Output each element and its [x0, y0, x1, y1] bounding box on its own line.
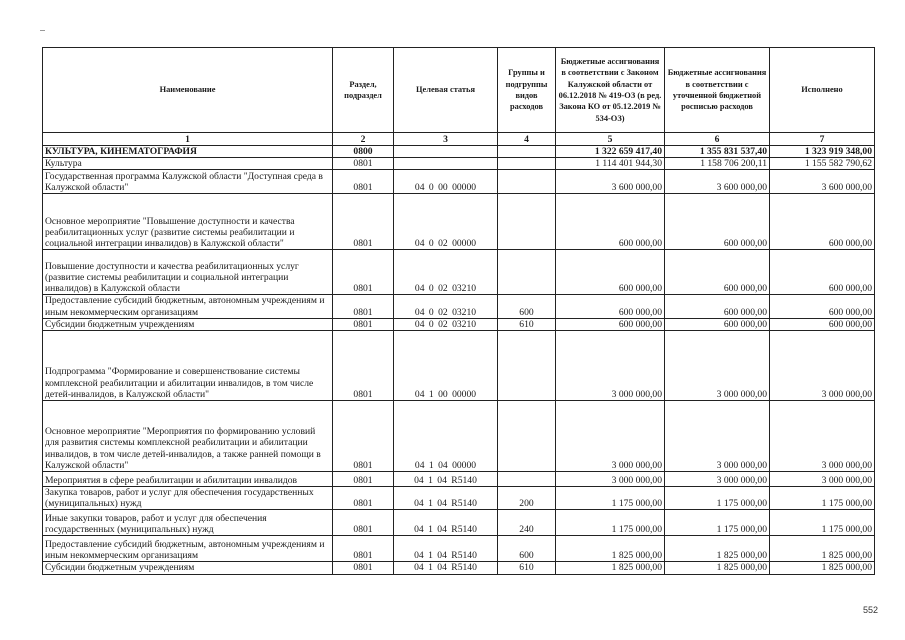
- row-name: Подпрограмма "Формирование и совершенствование системы комплексной реабилитации и абилитации инвалидов, в том числе детей-инвалидов, в Калужской области": [43, 331, 333, 401]
- row-group: [498, 331, 556, 401]
- row-name: Мероприятия в сфере реабилитации и абилитации инвалидов: [43, 472, 333, 487]
- row-group: 200: [498, 487, 556, 510]
- row-name: Повышение доступности и качества реабилитационных услуг (развитие системы реабилитации и социальной интеграции инвалидов) в Калужской области: [43, 250, 333, 295]
- row-revised-allocation: 1 355 831 537,40: [665, 146, 770, 158]
- column-number-row: [43, 133, 875, 146]
- row-section: 0801: [333, 331, 394, 401]
- row-revised-allocation: 1 158 706 200,11: [665, 158, 770, 170]
- row-section: 0801: [333, 170, 394, 194]
- row-name: Субсидии бюджетным учреждениям: [43, 318, 333, 330]
- row-article: 04 0 02 00000: [394, 194, 498, 250]
- row-law-allocation: 600 000,00: [556, 318, 665, 330]
- column-number: 2: [333, 133, 394, 146]
- row-section: 0801: [333, 487, 394, 510]
- row-revised-allocation: 1 825 000,00: [665, 536, 770, 562]
- row-article: 04 1 04 R5140: [394, 472, 498, 487]
- row-executed: 3 600 000,00: [770, 170, 875, 194]
- row-article: 04 0 00 00000: [394, 170, 498, 194]
- row-section: 0801: [333, 318, 394, 330]
- row-section: 0801: [333, 250, 394, 295]
- row-section: 0801: [333, 472, 394, 487]
- row-executed: 1 825 000,00: [770, 562, 875, 574]
- column-number: 5: [556, 133, 665, 146]
- row-section: 0801: [333, 401, 394, 472]
- column-number: 1: [43, 133, 333, 146]
- row-section: 0801: [333, 295, 394, 318]
- table-header-row: [43, 48, 875, 133]
- table-row: [43, 562, 875, 574]
- row-name: Закупка товаров, работ и услуг для обеспечения государственных (муниципальных) нужд: [43, 487, 333, 510]
- row-revised-allocation: 1 825 000,00: [665, 562, 770, 574]
- row-executed: 1 175 000,00: [770, 487, 875, 510]
- row-name: Предоставление субсидий бюджетным, автономным учреждениям и иным некоммерческим организациям: [43, 536, 333, 562]
- table-row: [43, 536, 875, 562]
- table-row: [43, 401, 875, 472]
- page-number: 552: [863, 605, 879, 615]
- row-revised-allocation: 600 000,00: [665, 250, 770, 295]
- table-row: [43, 318, 875, 330]
- row-executed: 1 155 582 790,62: [770, 158, 875, 170]
- row-name: Предоставление субсидий бюджетным, автономным учреждениям и иным некоммерческим организациям: [43, 295, 333, 318]
- row-group: 610: [498, 318, 556, 330]
- column-number: 4: [498, 133, 556, 146]
- row-executed: 3 000 000,00: [770, 472, 875, 487]
- row-article: 04 1 04 R5140: [394, 510, 498, 536]
- row-article: 04 1 04 00000: [394, 401, 498, 472]
- row-executed: 600 000,00: [770, 295, 875, 318]
- scan-mark: [40, 30, 45, 31]
- row-executed: 1 825 000,00: [770, 536, 875, 562]
- row-revised-allocation: 3 600 000,00: [665, 170, 770, 194]
- header-executed: Исполнено: [770, 48, 875, 133]
- row-group: [498, 170, 556, 194]
- row-law-allocation: 1 825 000,00: [556, 562, 665, 574]
- row-name: Иные закупки товаров, работ и услуг для обеспечения государственных (муниципальных) нужд: [43, 510, 333, 536]
- table-row: [43, 472, 875, 487]
- table-row: [43, 250, 875, 295]
- header-revised-allocations: Бюджетные ассигнования в соответствии с уточненной бюджетной росписью расходов: [665, 48, 770, 133]
- row-section: 0801: [333, 536, 394, 562]
- row-name: Субсидии бюджетным учреждениям: [43, 562, 333, 574]
- row-section: 0801: [333, 158, 394, 170]
- row-revised-allocation: 600 000,00: [665, 318, 770, 330]
- row-revised-allocation: 1 175 000,00: [665, 487, 770, 510]
- row-executed: 1 323 919 348,00: [770, 146, 875, 158]
- row-section: 0800: [333, 146, 394, 158]
- row-law-allocation: 600 000,00: [556, 295, 665, 318]
- row-revised-allocation: 3 000 000,00: [665, 401, 770, 472]
- row-article: [394, 146, 498, 158]
- row-law-allocation: 1 322 659 417,40: [556, 146, 665, 158]
- row-revised-allocation: 3 000 000,00: [665, 331, 770, 401]
- row-revised-allocation: 600 000,00: [665, 295, 770, 318]
- row-name: КУЛЬТУРА, КИНЕМАТОГРАФИЯ: [43, 146, 333, 158]
- row-group: [498, 146, 556, 158]
- budget-table: [42, 47, 875, 575]
- row-article: 04 0 02 03210: [394, 295, 498, 318]
- row-group: [498, 250, 556, 295]
- row-group: 610: [498, 562, 556, 574]
- table-row: [43, 194, 875, 250]
- row-law-allocation: 3 600 000,00: [556, 170, 665, 194]
- row-revised-allocation: 1 175 000,00: [665, 510, 770, 536]
- row-law-allocation: 600 000,00: [556, 250, 665, 295]
- row-article: 04 0 02 03210: [394, 318, 498, 330]
- row-article: 04 1 04 R5140: [394, 536, 498, 562]
- table-row: [43, 146, 875, 158]
- table-row: [43, 295, 875, 318]
- table-row: [43, 510, 875, 536]
- header-section: Раздел, подраздел: [333, 48, 394, 133]
- table-row: [43, 158, 875, 170]
- row-group: [498, 401, 556, 472]
- header-groups: Группы и подгруппы видов расходов: [498, 48, 556, 133]
- row-executed: 3 000 000,00: [770, 331, 875, 401]
- row-article: 04 0 02 03210: [394, 250, 498, 295]
- header-article: Целевая статья: [394, 48, 498, 133]
- row-law-allocation: 1 825 000,00: [556, 536, 665, 562]
- row-section: 0801: [333, 510, 394, 536]
- row-group: [498, 194, 556, 250]
- row-article: [394, 158, 498, 170]
- row-group: 240: [498, 510, 556, 536]
- row-group: 600: [498, 536, 556, 562]
- row-name: Основное мероприятие "Повышение доступности и качества реабилитационных услуг (развитие системы реабилитации и социальной интеграции инвалидов) в Калужской области": [43, 194, 333, 250]
- header-law-allocations: Бюджетные ассигнования в соответствии с Законом Калужской области от 06.12.2018 № 419-ОЗ (в ред. Закона КО от 05.12.2019 № 534-ОЗ): [556, 48, 665, 133]
- row-executed: 600 000,00: [770, 194, 875, 250]
- row-law-allocation: 3 000 000,00: [556, 401, 665, 472]
- column-number: 3: [394, 133, 498, 146]
- row-name: Культура: [43, 158, 333, 170]
- row-executed: 600 000,00: [770, 250, 875, 295]
- row-article: 04 1 04 R5140: [394, 487, 498, 510]
- table-row: [43, 487, 875, 510]
- row-law-allocation: 3 000 000,00: [556, 472, 665, 487]
- row-executed: 600 000,00: [770, 318, 875, 330]
- row-law-allocation: 600 000,00: [556, 194, 665, 250]
- table-row: [43, 331, 875, 401]
- row-law-allocation: 1 175 000,00: [556, 487, 665, 510]
- row-name: Государственная программа Калужской области "Доступная среда в Калужской области": [43, 170, 333, 194]
- row-article: 04 1 04 R5140: [394, 562, 498, 574]
- row-executed: 1 175 000,00: [770, 510, 875, 536]
- row-law-allocation: 3 000 000,00: [556, 331, 665, 401]
- column-number: 6: [665, 133, 770, 146]
- row-group: [498, 472, 556, 487]
- row-revised-allocation: 3 000 000,00: [665, 472, 770, 487]
- row-law-allocation: 1 175 000,00: [556, 510, 665, 536]
- table-row: [43, 170, 875, 194]
- row-group: [498, 158, 556, 170]
- row-executed: 3 000 000,00: [770, 401, 875, 472]
- column-number: 7: [770, 133, 875, 146]
- row-name: Основное мероприятие "Мероприятия по формированию условий для развития системы комплексной реабилитации и абилитации инвалидов, в том числе детей-инвалидов, а также ранней помощи в Калужской области": [43, 401, 333, 472]
- row-section: 0801: [333, 562, 394, 574]
- header-name: Наименование: [43, 48, 333, 133]
- row-law-allocation: 1 114 401 944,30: [556, 158, 665, 170]
- row-group: 600: [498, 295, 556, 318]
- row-article: 04 1 00 00000: [394, 331, 498, 401]
- row-section: 0801: [333, 194, 394, 250]
- row-revised-allocation: 600 000,00: [665, 194, 770, 250]
